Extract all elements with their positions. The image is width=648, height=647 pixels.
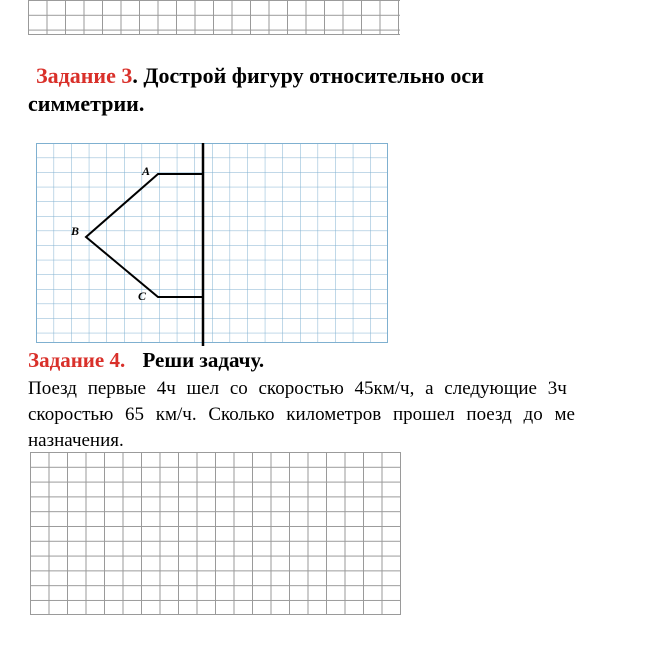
task3-text-line1: . Дострой фигуру относительно оси [132, 63, 484, 88]
point-label-a: A [142, 164, 151, 178]
task4-problem-text [28, 376, 648, 454]
task4-line2: скоростью 65 км/ч. Сколько километров прошел поезд до ме [28, 404, 575, 425]
task3-label: Задание 3 [36, 63, 133, 88]
top-work-grid [28, 0, 400, 35]
point-label-c: C [138, 289, 147, 303]
task3-heading [28, 62, 636, 118]
answer-work-grid [30, 452, 401, 615]
symmetry-figure [36, 143, 392, 346]
task4-line3: назначения. [28, 430, 124, 451]
task4-title: Реши задачу. [142, 348, 265, 372]
task4-label: Задание 4. [28, 348, 126, 372]
blue-grid [36, 143, 388, 343]
point-label-b: B [71, 224, 80, 238]
task4-line1: Поезд первые 4ч шел со скоростью 45км/ч, а следующие 3ч [28, 378, 567, 399]
task4-heading [28, 347, 264, 373]
task3-text-line2: симметрии. [28, 91, 145, 116]
